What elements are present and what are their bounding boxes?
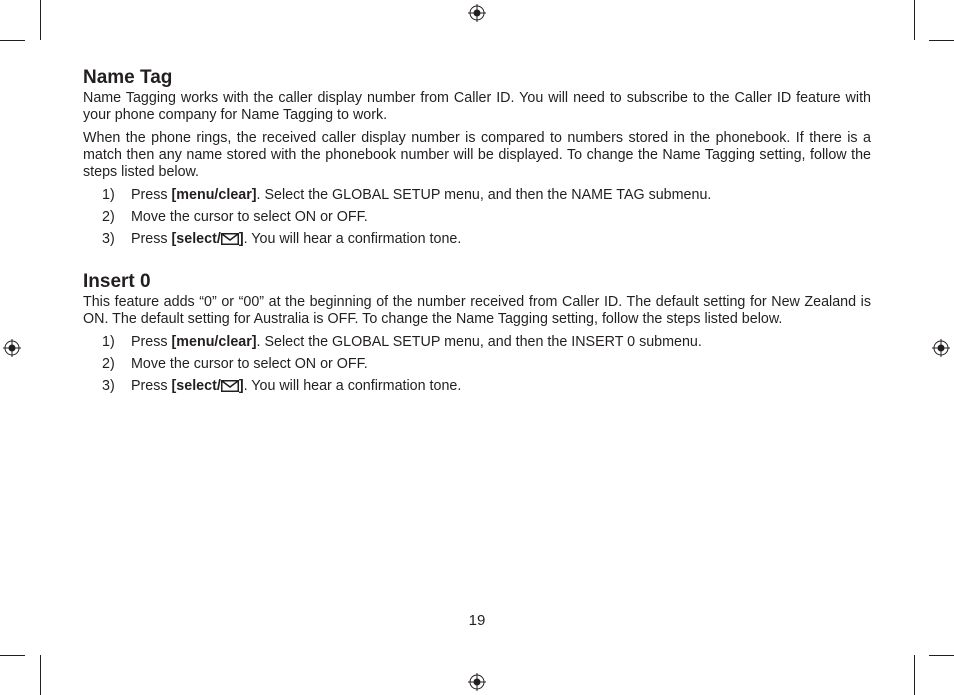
section-insert-0: [83, 270, 871, 395]
section-name-tag: [83, 66, 871, 248]
crop-mark: [40, 0, 41, 40]
paragraph: Name Tagging works with the caller display number from Caller ID. You will need to subscribe to the Caller ID feature with your phone company for Name Tagging to work.: [83, 90, 871, 123]
step-text: Move the cursor to select ON or OFF.: [131, 356, 368, 372]
button-key-label: [menu/clear]: [171, 187, 257, 203]
button-key-label: [menu/clear]: [171, 334, 257, 350]
paragraph: This feature adds “0” or “00” at the beginning of the number received from Caller ID. The default setting for New Zealand is ON. The default setting for Australia is OFF. To change the Name Tagging setting, follow the steps listed below.: [83, 294, 871, 327]
step-text: Press: [131, 334, 172, 350]
crop-mark: [914, 655, 915, 695]
paragraph: When the phone rings, the received caller display number is compared to numbers stored in the phonebook. If there is a match then any name stored with the phonebook number will be displayed. To change the Name Tagging setting, follow the steps listed below.: [83, 130, 871, 180]
section-title: Insert 0: [83, 271, 151, 292]
step-number: 2): [102, 356, 115, 372]
steps-list: [83, 334, 871, 395]
envelope-icon: [221, 233, 239, 245]
step-number: 1): [102, 187, 115, 203]
registration-mark-icon: [468, 673, 486, 691]
step-number: 3): [102, 378, 115, 394]
step-text: . Select the GLOBAL SETUP menu, and then the NAME TAG submenu.: [256, 187, 712, 203]
crop-mark: [929, 655, 954, 656]
section-title: Name Tag: [83, 67, 173, 88]
crop-mark: [40, 655, 41, 695]
steps-list: [83, 187, 871, 248]
list-item: [83, 209, 871, 226]
crop-mark: [0, 40, 25, 41]
list-item: [83, 231, 871, 248]
registration-mark-icon: [3, 339, 21, 357]
step-text: . You will hear a confirmation tone.: [243, 378, 462, 394]
page-number: 19: [468, 612, 486, 629]
step-number: 3): [102, 231, 115, 247]
step-number: 1): [102, 334, 115, 350]
step-text: Move the cursor to select ON or OFF.: [131, 209, 368, 225]
step-text: . You will hear a confirmation tone.: [243, 231, 462, 247]
button-key-label: [select/ ]: [171, 378, 244, 394]
step-number: 2): [102, 209, 115, 225]
button-key-label: [select/ ]: [171, 231, 244, 247]
registration-mark-icon: [468, 4, 486, 22]
step-text: Press: [131, 378, 172, 394]
list-item: [83, 334, 871, 351]
step-text: Press: [131, 187, 172, 203]
crop-mark: [0, 655, 25, 656]
page-content: [83, 66, 871, 400]
list-item: [83, 187, 871, 204]
step-text: Press: [131, 231, 172, 247]
crop-mark: [914, 0, 915, 40]
list-item: [83, 356, 871, 373]
list-item: [83, 378, 871, 395]
envelope-icon: [221, 380, 239, 392]
crop-mark: [929, 40, 954, 41]
registration-mark-icon: [932, 339, 950, 357]
step-text: . Select the GLOBAL SETUP menu, and then the INSERT 0 submenu.: [256, 334, 702, 350]
